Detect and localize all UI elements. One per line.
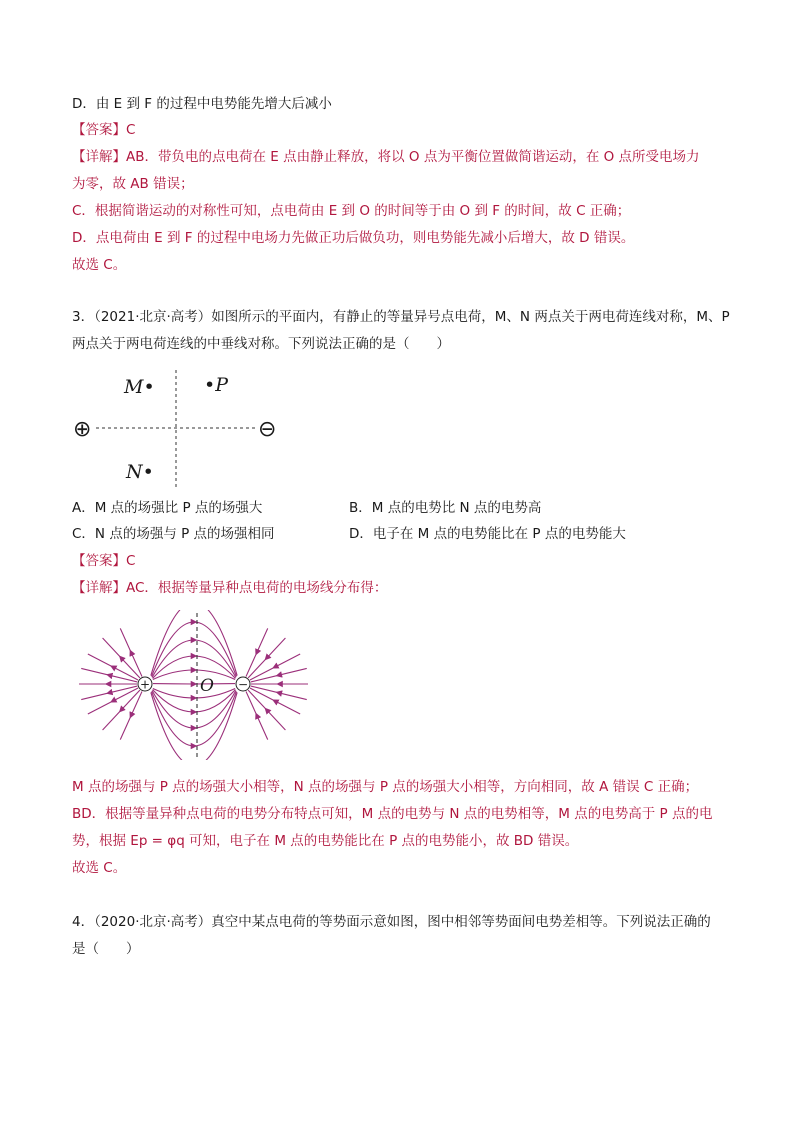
q2-answer: 【答案】C	[72, 122, 136, 138]
field-center-label: O	[200, 676, 214, 696]
point-n-label: N•	[126, 461, 154, 483]
point-p-label: •P	[204, 374, 228, 396]
field-line-ray	[248, 690, 285, 730]
q3-detail-line-4: 势，根据 Ep = φq 可知，电子在 M 点的电势能比在 P 点的电势能小，故 BD 错误。	[72, 833, 579, 849]
field-line-ray	[103, 690, 140, 730]
positive-charge-symbol: ⊕	[73, 417, 92, 442]
q2-detail-line-1: 【详解】AB．带负电的点电荷在 E 点由静止释放，将以 O 点为平衡位置做简谐运动，在 O 点所受电场力	[72, 149, 700, 165]
field-line-arc	[152, 640, 236, 677]
q3-detail-line-1: 【详解】AC．根据等量异种点电荷的电场线分布得：	[72, 580, 388, 596]
q3-conclusion: 故选 C。	[72, 860, 127, 876]
q2-option-d: D．由 E 到 F 的过程中电势能先增大后减小	[72, 96, 332, 112]
field-line-arc	[151, 610, 237, 676]
field-line-arc	[151, 692, 237, 760]
q2-detail-line-3: C．根据简谐运动的对称性可知，点电荷由 E 到 O 的时间等于由 O 到 F 的时间，故 C 正确；	[72, 203, 631, 219]
field-line-arc	[153, 670, 235, 679]
q3-option-a: A．M 点的场强比 P 点的场强大	[72, 500, 263, 516]
field-line-arc	[152, 622, 237, 676]
q2-conclusion: 故选 C。	[72, 257, 127, 273]
q4-stem-line-1: 4．（2020·北京·高考）真空中某点电荷的等势面示意如图，图中相邻等势面间电势差相等。下列说法正确的	[72, 914, 711, 930]
field-line-arc	[152, 692, 237, 746]
q2-detail-line-2: 为零，故 AB 错误；	[72, 176, 194, 192]
q3-detail-line-2: M 点的场强与 P 点的场强大小相等，N 点的场强与 P 点的场强大小相等，方向相同，故 A 错误 C 正确；	[72, 779, 699, 795]
field-line-ray	[103, 638, 140, 678]
q3-option-d: D．电子在 M 点的电势能比在 P 点的电势能大	[349, 526, 626, 542]
q4-stem-line-2: 是（ ）	[72, 941, 140, 957]
q3-option-c: C．N 点的场强与 P 点的场强相同	[72, 526, 275, 542]
q3-answer: 【答案】C	[72, 553, 136, 569]
field-line-arc	[153, 689, 235, 698]
q3-stem-line-2: 两点关于两电荷连线的中垂线对称。下列说法正确的是（ ）	[72, 336, 450, 352]
field-lines-figure	[72, 610, 312, 760]
field-negative-sign: −	[237, 677, 249, 692]
field-positive-sign: +	[139, 677, 151, 692]
point-m-label: M•	[124, 376, 155, 398]
negative-charge-symbol: ⊖	[258, 417, 277, 442]
field-line-ray	[248, 638, 285, 678]
q3-charge-figure	[70, 362, 290, 492]
q3-stem-line-1: 3．（2021·北京·高考）如图所示的平面内，有静止的等量异号点电荷，M、N 两点关于两电荷连线对称，M、P	[72, 309, 730, 325]
field-line-arc	[152, 691, 236, 728]
q2-detail-line-4: D．点电荷由 E 到 F 的过程中电场力先做正功后做负功，则电势能先减小后增大，故 D 错误。	[72, 230, 635, 246]
q3-detail-line-3: BD．根据等量异种点电荷的电势分布特点可知，M 点的电势与 N 点的电势相等，M 点的电势高于 P 点的电	[72, 806, 713, 822]
q3-option-b: B．M 点的电势比 N 点的电势高	[349, 500, 542, 516]
